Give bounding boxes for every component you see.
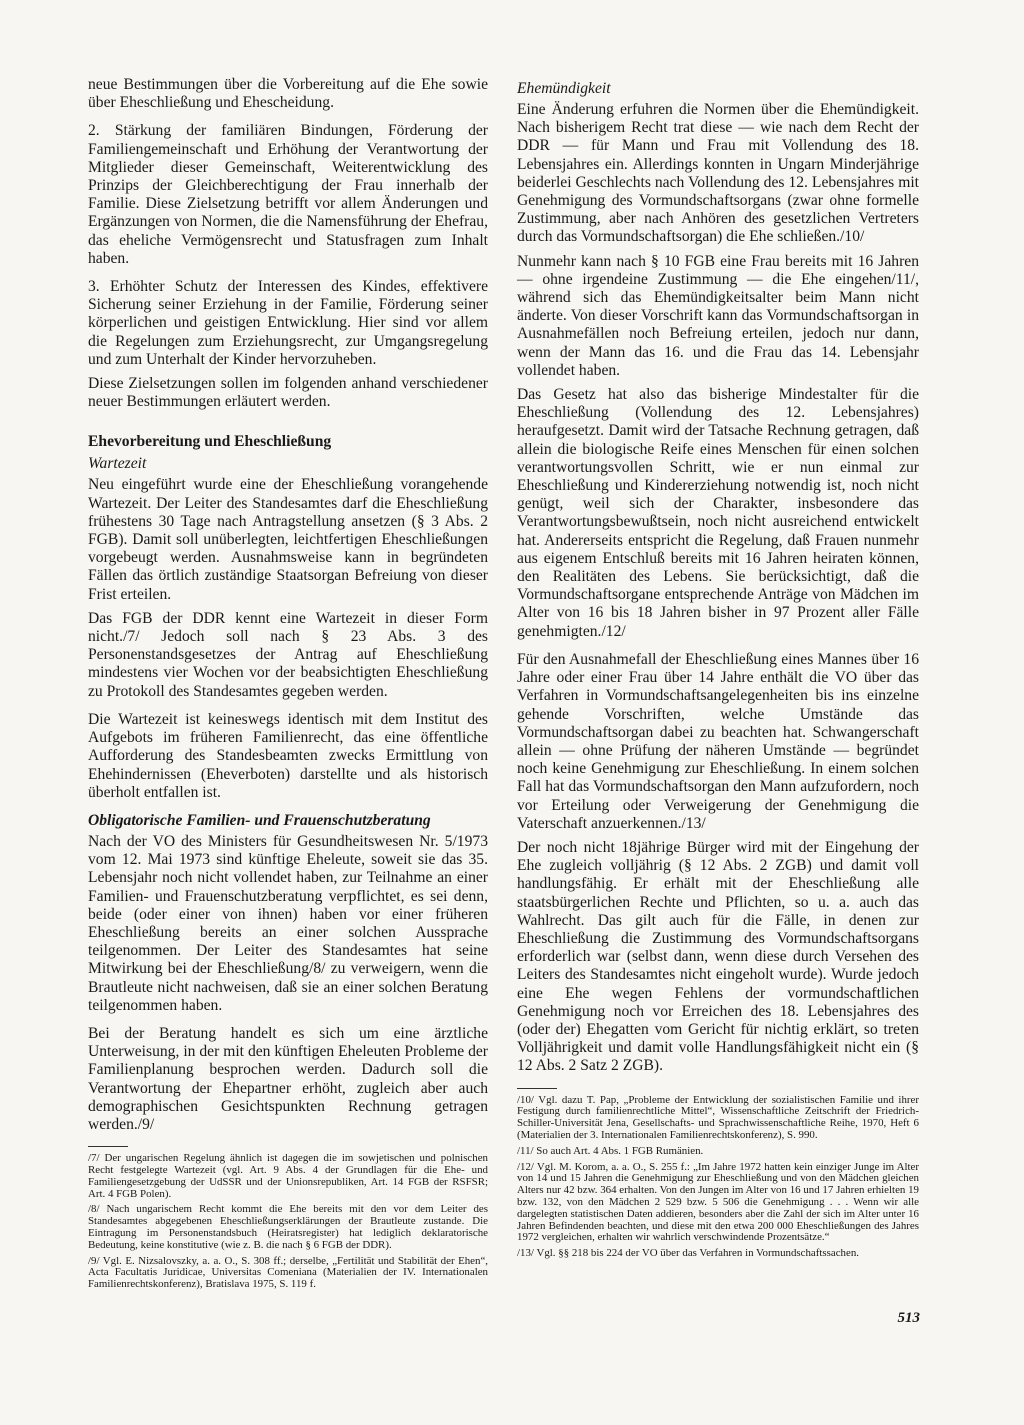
paragraph: Diese Zielsetzungen sollen im folgenden anhand verschiedener neuer Bestimmungen erläutert werden. xyxy=(88,375,488,411)
left-column xyxy=(88,76,488,1295)
footnote: /13/ Vgl. §§ 218 bis 224 der VO über das Verfahren in Vormundschaftssachen. xyxy=(517,1247,859,1260)
paragraph: Nach der VO des Ministers für Gesundheitswesen Nr. 5/1973 vom 12. Mai 1973 sind künftige Eheleute, soweit sie das 35. Lebensjahr noch nicht vollendet haben, zur Teilnahme an einer Familien- und Frauenschutzberatung verpflichtet, es sei denn, beide (oder einer von ihnen) haben vor einer früheren Eheschließung bereits an einer solchen Aussprache teilgenommen. Der Leiter des Standesamtes hat seine Mitwirkung bei der Eheschließung/8/ zu verweigern, wenn die Brautleute nicht nachweisen, daß sie an einer solchen Beratung teilgenommen haben. xyxy=(88,832,488,1014)
paragraph: Neu eingeführt wurde eine der Eheschließung vorangehende Wartezeit. Der Leiter des Standesamtes darf die Eheschließung frühestens 30 Tage nach Antragstellung ansetzen (§ 3 Abs. 2 FGB). Damit soll unüberlegten, leichtfertigen Eheschließungen vorgebeugt werden. Ausnahmsweise kann in begründeten Fällen das örtlich zuständige Staatsorgan Befreiung von dieser Frist erteilen. xyxy=(88,476,488,603)
footnote-divider xyxy=(517,1088,557,1089)
subsection-heading: Wartezeit xyxy=(88,455,147,473)
footnote: /7/ Der ungarischen Regelung ähnlich ist dagegen die im sowjetischen und polnischen Recht festgelegte Wartezeit (vgl. Art. 9 Abs. 4 der Grundlagen für die Ehe- und Familiengesetzgebung der UdSSR und der Unionsrepubliken, Art. 14 FGB der RSFSR; Art. 4 FGB Polen). xyxy=(88,1152,488,1200)
footnote-divider xyxy=(88,1146,128,1147)
footnote: /11/ So auch Art. 4 Abs. 1 FGB Rumänien. xyxy=(517,1144,704,1157)
paragraph: 3. Erhöhter Schutz der Interessen des Kindes, effektivere Sicherung seiner Erziehung in der Familie, Förderung seiner körperlichen und geistigen Entwicklung. Hier sind vor allem die Regelungen zum Erziehungsrecht, zur Umgangsregelung und zum Unterhalt der Kinder hervorzuheben. xyxy=(88,278,488,368)
page-number: 513 xyxy=(897,1310,920,1326)
footnote: /9/ Vgl. E. Nizsalovszky, a. a. O., S. 308 ff.; derselbe, „Fertilität und Stabilität der Ehen“, Acta Facultatis Juridicae, Universitas Comeniana (Materialien der IV. Internationalen Familienrechtskonferenz), Bratislava 1975, S. 119 f. xyxy=(88,1254,488,1291)
footnote: /10/ Vgl. dazu T. Pap, „Probleme der Entwicklung der sozialistischen Familie und ihrer Festigung durch familienrechtliche Mittel“, Wissenschaftliche Zeitschrift der Friedrich-Schiller-Universität Jena, Gesellschafts- und Sprachwissenschaftliche Reihe, 1970, Heft 6 (Materialien der 3. Internationalen Familienrechtskonferenz), S. 990. xyxy=(517,1093,919,1141)
paragraph: Eine Änderung erfuhren die Normen über die Ehemündigkeit. Nach bisherigem Recht trat diese — wie nach dem Recht der DDR — für Mann und Frau mit Vollendung des 18. Lebensjahres ein. Allerdings konnten in Ungarn Minderjährige beiderlei Geschlechts nach Vollendung des 12. Lebensjahres mit Genehmigung des Vormundschaftsorgans (zwar ohne formelle Zustimmung, aber nach Anhören des gesetzlichen Vertreters durch das Vormundschaftsorgan) die Ehe schließen./10/ xyxy=(517,101,919,246)
subsection-heading: Ehemündigkeit xyxy=(517,80,611,97)
footnote: /12/ Vgl. M. Korom, a. a. O., S. 255 f.: „Im Jahre 1972 hatten kein einziger Junge im Alter von 14 und 15 Jahren die Genehmigung zur Eheschließung und von den Mädchen gleichen Alters nur 42 bzw. 364 erhalten. Von den Jungen im Alter von 16 und 17 Jahren erhielten 19 bzw. 132, von den Mädchen 2 529 bzw. 5 506 die Genehmigung . . . Wenn wir alle dargelegten statistischen Daten addieren, besonders aber die Zahl der sich im Alter unter 16 Jahren Befindenden beachten, und diese mit den etwa 200 000 Eheschließungen des Jahres 1972 vergleichen, erhalten wir wahrlich verschwindende Prozentsätze.“ xyxy=(517,1160,919,1244)
right-column xyxy=(517,76,919,1264)
subsection-heading: Obligatorische Familien- und Frauenschutzberatung xyxy=(88,811,431,829)
paragraph: Nunmehr kann nach § 10 FGB eine Frau bereits mit 16 Jahren — ohne irgendeine Zustimmung — die Ehe eingehen/11/, während sich das Ehemündigkeitsalter beim Mann nicht änderte. Von dieser Vorschrift kann das Vormundschaftsorgan in Ausnahmefällen noch Befreiung erteilen, jedoch nur dann, wenn der Mann das 16. und die Frau das 14. Lebensjahr vollendet haben. xyxy=(517,252,919,379)
paragraph: Für den Ausnahmefall der Eheschließung eines Mannes über 16 Jahre oder einer Frau über 14 Jahre enthält die VO über das Verfahren in Vormundschaftsangelegenheiten bis ins einzelne gehende Vorschriften, welche Umstände das Vormundschaftsorgan dabei zu beachten hat. Schwangerschaft allein — ohne Prüfung der näheren Umstände — begründet noch keine Genehmigung zur Eheschließung. In einem solchen Fall hat das Vormundschaftsorgan den Mann aufzufordern, noch vor Erteilung oder Verweigerung der Genehmigung die Vaterschaft anzuerkennen./13/ xyxy=(517,650,919,832)
section-heading: Ehevorbereitung und Eheschließung xyxy=(88,433,332,451)
footnotes xyxy=(517,1095,919,1260)
footnote: /8/ Nach ungarischem Recht kommt die Ehe bereits mit den vor dem Leiter des Standesamtes abgegebenen Eheschließungserklärungen der Brautleute zustande. Die Eintragung im Personenstandsbuch (Heiratsregister) hat lediglich deklaratorische Bedeutung, keine konstitutive (wie z. B. die nach § 6 FGB der DDR). xyxy=(88,1203,488,1251)
paragraph: 2. Stärkung der familiären Bindungen, Förderung der Familiengemeinschaft und Erhöhung der Verantwortung der Mitglieder dieser Gemeinschaft, Weiterentwicklung des Prinzips der Gleichberechtigung der Frau innerhalb der Familie. Diese Zielsetzung betrifft vor allem Änderungen und Ergänzungen von Normen, die die Namensführung der Ehefrau, das eheliche Vermögensrecht und Statusfragen zum Inhalt haben. xyxy=(88,122,488,267)
paragraph: Die Wartezeit ist keineswegs identisch mit dem Institut des Aufgebots im früheren Familienrecht, das eine öffentliche Aufforderung des Standesbeamten zwecks Ermittlung von Ehehindernissen (Eheverboten) darstellte und als historisch überholt entfallen ist. xyxy=(88,710,488,801)
paragraph: Der noch nicht 18jährige Bürger wird mit der Eingehung der Ehe zugleich volljährig (§ 12 Abs. 2 ZGB) und damit voll handlungsfähig. Er erhält mit der Eheschließung alle staatsbürgerlichen Rechte und Pflichten, so u. a. auch das Wahlrecht. Das gilt auch für die Fälle, in denen zur Eheschließung die Zustimmung des Vormundschaftsorgans erforderlich war (selbst dann, wenn diese durch Versehen des Leiters des Standesamtes nicht eingeholt wurde). Wurde jedoch eine Ehe wegen Fehlens der vormundschaftlichen Genehmigung noch vor Erreichen des 18. Lebensjahres des (oder der) Ehegatten vom Gericht für nichtig erklärt, so treten Volljährigkeit und damit volle Handlungsfähigkeit nicht ein (§ 12 Abs. 2 Satz 2 ZGB). xyxy=(517,838,919,1075)
paragraph: neue Bestimmungen über die Vorbereitung auf die Ehe sowie über Eheschließung und Ehescheidung. xyxy=(88,76,488,112)
paragraph: Das Gesetz hat also das bisherige Mindestalter für die Eheschließung (Vollendung des 12. Lebensjahres) heraufgesetzt. Damit wird der Tatsache Rechnung getragen, daß allein die biologische Reife eines Menschen für einen solchen verantwortungsvollen Schritt, wie er nun einmal zur Eheschließung und Kindererziehung notwendig ist, noch nicht genügt, weil sich der Charakter, insbesondere das Verantwortungsbewußtsein, noch nicht ausreichend entwickelt hat. Andererseits entspricht die Regelung, daß Frauen nunmehr aus eigenem Entschluß bereits mit 16 Jahren heiraten können, den Realitäten des Lebens. Sie berücksichtigt, daß die Vormundschaftsorgane entsprechende Anträge von Mädchen im Alter von 16 bis 18 Jahren bisher in 97 Prozent aller Fälle genehmigten./12/ xyxy=(517,386,919,640)
paragraph: Das FGB der DDR kennt eine Wartezeit in dieser Form nicht./7/ Jedoch soll nach § 23 Abs. 3 des Personenstandsgesetzes der Antrag auf Eheschließung mindestens vier Wochen vor der beabsichtigten Eheschließung zu Protokoll des Standesamtes gegeben werden. xyxy=(88,609,488,700)
paragraph: Bei der Beratung handelt es sich um eine ärztliche Unterweisung, in der mit den künftigen Eheleuten Probleme der Familienplanung besprochen werden. Dadurch soll die Verantwortung der Ehepartner erhöht, zugleich aber auch demographischen Gesichtspunkten Rechnung getragen werden./9/ xyxy=(88,1024,488,1133)
footnotes xyxy=(88,1153,488,1291)
